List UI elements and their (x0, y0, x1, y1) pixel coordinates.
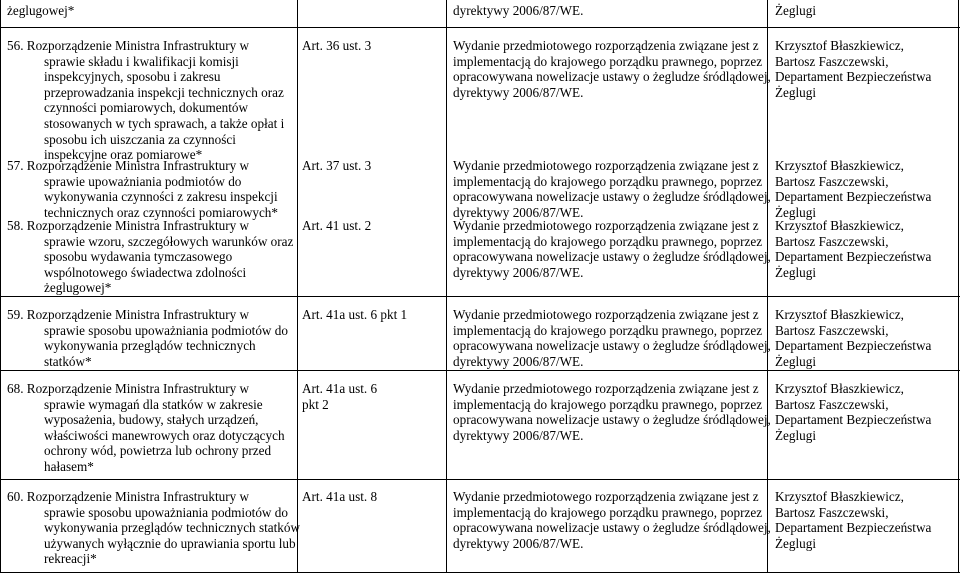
regulation-title-line: sprawie sposobu upoważniania podmiotów do (44, 322, 288, 338)
column-divider (446, 0, 447, 573)
row-divider (0, 296, 960, 297)
regulation-title-line: 68. Rozporządzenie Ministra Infrastruktury w (7, 381, 250, 396)
purpose-line: implementacją do krajowego porządku prawnego, poprzez (453, 233, 763, 249)
regulation-title-line: sprawie upoważniania podmiotów do (44, 173, 242, 189)
responsible-unit-line: Krzysztof Błaszkiewicz, (775, 38, 904, 53)
responsible-unit-line: Bartosz Faszczewski, (775, 173, 889, 189)
legal-basis-line: Art. 41a ust. 6 pkt 1 (302, 307, 408, 322)
regulation-title-line: sposobu wydawania tymczasowego (44, 249, 233, 265)
regulation-title-line: 58. Rozporządzenie Ministra Infrastruktury w (7, 218, 250, 233)
regulation-title-line: inspekcyjne oraz pomiarowe* (44, 147, 203, 163)
purpose-line: Wydanie przedmiotowego rozporządzenia związane jest z (453, 489, 759, 504)
regulation-title-line: przeprowadzania inspekcji technicznych oraz (44, 84, 284, 100)
purpose-line: dyrektywy 2006/87/WE. (453, 204, 584, 220)
regulation-title-line: hałasem* (44, 459, 94, 474)
responsible-unit-line: Bartosz Faszczewski, (775, 233, 889, 249)
purpose-line: Wydanie przedmiotowego rozporządzenia związane jest z (453, 381, 759, 396)
author-continuation: Żeglugi (775, 3, 817, 18)
purpose-line: dyrektywy 2006/87/WE. (453, 264, 584, 280)
regulation-title-line: właściwości manewrowych oraz dotyczących (44, 427, 285, 443)
legal-basis-line: Art. 36 ust. 3 (302, 38, 372, 53)
column-divider (958, 0, 959, 573)
regulation-title-line: sprawie wzoru, szczegółowych warunków oraz (44, 233, 294, 249)
purpose-line: dyrektywy 2006/87/WE. (453, 427, 584, 443)
purpose-continuation: dyrektywy 2006/87/WE. (453, 3, 584, 18)
regulation-title-line: 56. Rozporządzenie Ministra Infrastruktury w (7, 38, 250, 53)
regulation-title-line: statków* (44, 353, 92, 369)
regulation-title-line: 60. Rozporządzenie Ministra Infrastruktury w (7, 489, 250, 504)
column-divider (297, 0, 298, 573)
title-continuation: żeglugowej* (7, 3, 75, 18)
regulation-title-line: żeglugowej* (44, 280, 112, 296)
purpose-line: Wydanie przedmiotowego rozporządzenia związane jest z (453, 38, 759, 53)
responsible-unit-line: Żeglugi (775, 427, 817, 443)
purpose-line: Wydanie przedmiotowego rozporządzenia związane jest z (453, 307, 759, 322)
legal-basis-line: Art. 37 ust. 3 (302, 158, 372, 173)
purpose-line: dyrektywy 2006/87/WE. (453, 84, 584, 100)
row-divider (0, 479, 960, 480)
regulation-title-line: ochrony wód, powietrza lub ochrony przed (44, 443, 272, 459)
responsible-unit-line: Bartosz Faszczewski, (775, 53, 889, 69)
column-divider (0, 0, 1, 573)
responsible-unit-line: Żeglugi (775, 353, 817, 369)
legal-basis-line: Art. 41 ust. 2 (302, 218, 372, 233)
regulation-title-line: wyposażenia, budowy, stałych urządzeń, (44, 412, 259, 428)
responsible-unit-line: Krzysztof Błaszkiewicz, (775, 158, 904, 173)
responsible-unit-line: Krzysztof Błaszkiewicz, (775, 489, 904, 504)
responsible-unit-line: Żeglugi (775, 535, 817, 551)
row-divider (0, 27, 960, 28)
regulation-title-line: używanych wyłącznie do uprawiania sportu lub (44, 535, 296, 551)
responsible-unit-line: Krzysztof Błaszkiewicz, (775, 218, 904, 233)
regulation-title-line: sposobu ich uiszczania za czynności (44, 131, 236, 147)
regulation-title-line: sprawie wymagań dla statków w zakresie (44, 396, 263, 412)
regulation-title-line: stosowanych w tych sprawach, a także opłat i (44, 116, 285, 131)
purpose-line: implementacją do krajowego porządku prawnego, poprzez (453, 396, 763, 412)
responsible-unit-line: Żeglugi (775, 264, 817, 280)
responsible-unit-line: Krzysztof Błaszkiewicz, (775, 307, 904, 322)
regulation-title-line: wykonywania czynności z zakresu inspekcji (44, 189, 278, 205)
responsible-unit-line: Bartosz Faszczewski, (775, 322, 889, 338)
responsible-unit-line: Żeglugi (775, 84, 817, 100)
legal-basis-line: pkt 2 (302, 396, 329, 412)
regulation-title-line: technicznych oraz czynności pomiarowych* (44, 204, 278, 220)
regulation-title-line: wykonywania przeglądów technicznych statków (44, 520, 300, 536)
purpose-line: Wydanie przedmiotowego rozporządzenia związane jest z (453, 158, 759, 173)
responsible-unit-line: Departament Bezpieczeństwa (775, 338, 932, 354)
legal-basis-line: Art. 41a ust. 8 (302, 489, 378, 504)
purpose-line: implementacją do krajowego porządku prawnego, poprzez (453, 53, 763, 69)
row-divider (0, 572, 960, 573)
regulation-title-line: wspólnotowego świadectwa zdolności (44, 264, 247, 280)
responsible-unit-line: Departament Bezpieczeństwa (775, 249, 932, 265)
regulation-title-line: inspekcyjnych, sposobu i zakresu (44, 69, 221, 85)
regulation-title-line: sprawie sposobu upoważniania podmiotów do (44, 504, 288, 520)
regulation-title-line: 57. Rozporządzenie Ministra Infrastruktury w (7, 158, 250, 173)
purpose-line: opracowywana nowelizacje ustawy o żegludze śródlądowej, (453, 189, 771, 205)
row-divider (0, 370, 960, 371)
column-divider (767, 0, 768, 573)
responsible-unit-line: Departament Bezpieczeństwa (775, 69, 932, 85)
responsible-unit-line: Krzysztof Błaszkiewicz, (775, 381, 904, 396)
regulation-title-line: 59. Rozporządzenie Ministra Infrastruktury w (7, 307, 250, 322)
regulation-title-line: rekreacji* (44, 551, 97, 567)
responsible-unit-line: Bartosz Faszczewski, (775, 396, 889, 412)
purpose-line: opracowywana nowelizacje ustawy o żegludze śródlądowej, (453, 338, 771, 354)
purpose-line: implementacją do krajowego porządku prawnego, poprzez (453, 322, 763, 338)
responsible-unit-line: Departament Bezpieczeństwa (775, 520, 932, 536)
responsible-unit-line: Bartosz Faszczewski, (775, 504, 889, 520)
regulation-title-line: czynności pomiarowych, dokumentów (44, 100, 248, 116)
responsible-unit-line: Żeglugi (775, 204, 817, 220)
purpose-line: Wydanie przedmiotowego rozporządzenia związane jest z (453, 218, 759, 233)
purpose-line: opracowywana nowelizacje ustawy o żegludze śródlądowej, (453, 249, 771, 265)
purpose-line: dyrektywy 2006/87/WE. (453, 535, 584, 551)
purpose-line: implementacją do krajowego porządku prawnego, poprzez (453, 173, 763, 189)
regulation-title-line: wykonywania przeglądów technicznych (44, 338, 256, 354)
responsible-unit-line: Departament Bezpieczeństwa (775, 412, 932, 428)
purpose-line: dyrektywy 2006/87/WE. (453, 353, 584, 369)
purpose-line: opracowywana nowelizacje ustawy o żegludze śródlądowej, (453, 69, 771, 85)
responsible-unit-line: Departament Bezpieczeństwa (775, 189, 932, 205)
purpose-line: opracowywana nowelizacje ustawy o żegludze śródlądowej, (453, 520, 771, 536)
purpose-line: opracowywana nowelizacje ustawy o żegludze śródlądowej, (453, 412, 771, 428)
purpose-line: implementacją do krajowego porządku prawnego, poprzez (453, 504, 763, 520)
legal-basis-line: Art. 41a ust. 6 (302, 381, 378, 396)
regulation-title-line: sprawie składu i kwalifikacji komisji (44, 53, 239, 69)
